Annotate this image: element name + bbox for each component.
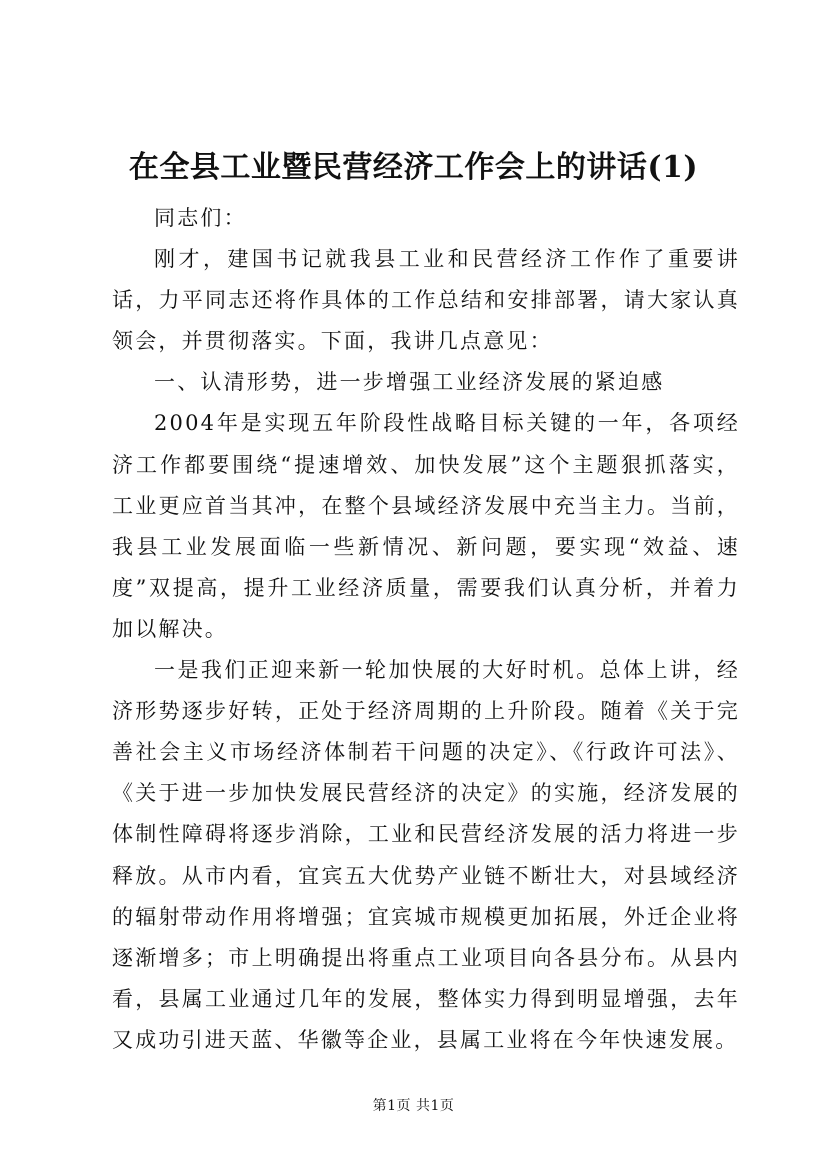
document-title: 在全县工业暨民营经济工作会上的讲话(1) [128,150,699,185]
salutation-paragraph: 同志们： [154,206,247,230]
body-paragraph: 一是我们正迎来新一轮加快展的大好时机。总体上讲，经济形势逐步好转，正处于经济周期的上升阶段。随着《关于完善社会主义市场经济体制若干问题的决定》、《行政许可法》、《关于进一步加快发展民营经济的决定》的实施，经济发展的体制性障碍将逐步消除，工业和民营经济发展的活力将进一步释放。从市内看，宜宾五大优势产业链不断壮大，对县域经济的辐射带动作用将增强；宜宾城市规模更加拓展，外迁企业将逐渐增多；市上明确提出将重点工业项目向各县分布。从县内看，县属工业通过几年的发展，整体实力得到明显增强，去年又成功引进天蓝、华徽等企业，县属工业将在今年快速发展。 [112,658,740,1052]
intro-paragraph: 刚才，建国书记就我县工业和民营经济工作作了重要讲话，力平同志还将作具体的工作总结和安排部署，请大家认真领会，并贯彻落实。下面，我讲几点意见： [112,247,740,354]
body-paragraph: 2004年是实现五年阶段性战略目标关键的一年，各项经济工作都要围绕“提速增效、加快发展”这个主题狠抓落实，工业更应首当其冲，在整个县域经济发展中充当主力。当前，我县工业发展面临一些新情况、新问题，要实现“效益、速度”双提高，提升工业经济质量，需要我们认真分析，并着力加以解决。 [112,411,740,641]
document-body [112,198,740,1061]
page-footer: 第1页 共1页 [372,1098,455,1114]
section-heading: 一、认清形势，进一步增强工业经济发展的紧迫感 [154,370,665,395]
